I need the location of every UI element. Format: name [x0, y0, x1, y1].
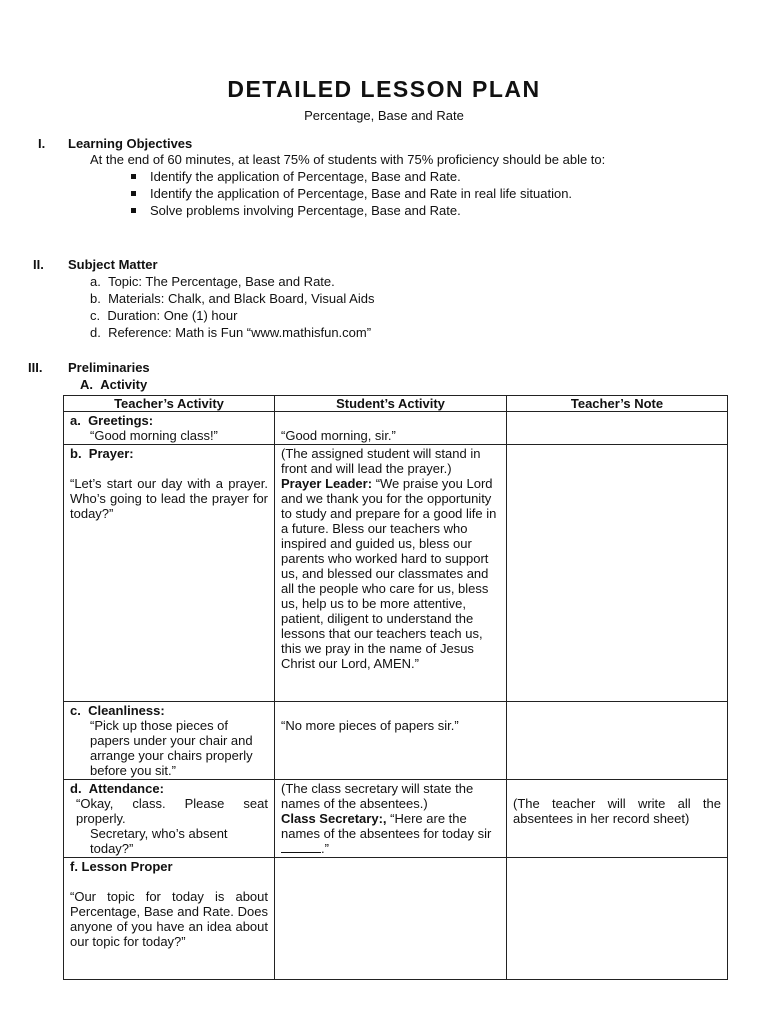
subject-item: d. Reference: Math is Fun “www.mathisfun.com”	[90, 325, 372, 340]
teacher-line: “Good morning class!”	[90, 428, 218, 443]
teacher-note: (The teacher will write all the absentees in her record sheet)	[513, 796, 721, 826]
section-title-learning-objectives: Learning Objectives	[68, 136, 193, 151]
header-teachers-activity: Teacher’s Activity	[64, 396, 275, 412]
role-label: Class Secretary:,	[281, 811, 387, 826]
bullet-square-icon	[131, 174, 136, 179]
document-title: DETAILED LESSON PLAN	[227, 76, 541, 102]
section-number-1: I.	[38, 136, 46, 151]
note-cell	[507, 702, 728, 780]
row-label: d. Attendance:	[70, 781, 164, 796]
table-row-attendance	[64, 780, 728, 858]
section-title-preliminaries: Preliminaries	[68, 360, 150, 375]
section-title-subject-matter: Subject Matter	[68, 257, 158, 272]
header-teachers-note: Teacher’s Note	[507, 396, 728, 412]
student-line: “No more pieces of papers sir.”	[281, 718, 459, 733]
table-row-prayer	[64, 445, 728, 702]
student-line: “We praise you Lord and we thank you for the opportunity to study and prepare for a good life in a future. Bless our teachers who inspired and guided us, bless our parents who worked hard to support us, and blessed our classmates and all the people who care for us, bless us, help us to be more attentive, patient, diligent to understand the lessons that our teachers teach us, this we pray in the name of Jesus Christ our Lord, AMEN.”	[281, 476, 497, 671]
activity-table	[63, 395, 728, 980]
table-row-cleanliness	[64, 702, 728, 780]
document-subtitle: Percentage, Base and Rate	[304, 108, 464, 123]
section-number-2: II.	[33, 257, 44, 272]
subject-item: b. Materials: Chalk, and Black Board, Visual Aids	[90, 291, 375, 306]
teacher-line: Secretary, who’s absent today?”	[90, 826, 228, 856]
note-cell	[507, 412, 728, 445]
student-cell	[275, 445, 507, 702]
student-direction: (The assigned student will stand in front and will lead the prayer.)	[281, 446, 481, 476]
student-line: “Here are the names of the absentees for today sir	[281, 811, 492, 841]
student-direction: (The class secretary will state the names of the absentees.)	[281, 781, 474, 811]
note-cell	[507, 858, 728, 980]
table-row-greetings	[64, 412, 728, 445]
header-students-activity: Student’s Activity	[275, 396, 507, 412]
teacher-cell	[64, 858, 275, 980]
teacher-line: “Our topic for today is about Percentage, Base and Rate. Does anyone of you have an idea about our topic for today?”	[70, 889, 268, 949]
row-label: c. Cleanliness:	[70, 703, 165, 718]
teacher-cell	[64, 412, 275, 445]
table-header-row	[64, 396, 728, 412]
bullet-square-icon	[131, 208, 136, 213]
bullet-square-icon	[131, 191, 136, 196]
note-cell	[507, 445, 728, 702]
teacher-line: “Pick up those pieces of papers under your chair and arrange your chairs properly before you sit.”	[90, 718, 253, 778]
teacher-cell	[64, 780, 275, 858]
subject-item: a. Topic: The Percentage, Base and Rate.	[90, 274, 335, 289]
teacher-cell	[64, 445, 275, 702]
section-number-3: III.	[28, 360, 43, 375]
teacher-line: “Let’s start our day with a prayer. Who’s going to lead the prayer for today?”	[70, 476, 268, 521]
student-cell	[275, 780, 507, 858]
objectives-intro: At the end of 60 minutes, at least 75% of students with 75% proficiency should be able to:	[90, 152, 606, 167]
student-line: “Good morning, sir.”	[281, 428, 396, 443]
student-response	[281, 811, 500, 856]
student-line-end: .”	[321, 841, 329, 856]
teacher-cell	[64, 702, 275, 780]
objective-item: Identify the application of Percentage, Base and Rate.	[131, 169, 461, 184]
subject-item: c. Duration: One (1) hour	[90, 308, 238, 323]
fill-in-blank	[281, 842, 321, 853]
table-row-lesson-proper	[64, 858, 728, 980]
student-response	[281, 476, 500, 671]
note-cell	[507, 780, 728, 858]
student-cell	[275, 412, 507, 445]
objective-item: Solve problems involving Percentage, Base and Rate.	[131, 203, 461, 218]
row-label: f. Lesson Proper	[70, 859, 173, 874]
row-label: a. Greetings:	[70, 413, 154, 428]
objective-item: Identify the application of Percentage, Base and Rate in real life situation.	[131, 186, 572, 201]
student-cell	[275, 702, 507, 780]
subsection-title-activity: A. Activity	[80, 377, 148, 392]
role-label: Prayer Leader:	[281, 476, 373, 491]
teacher-line: “Okay, class. Please seat properly.	[76, 796, 268, 826]
row-label: b. Prayer:	[70, 446, 134, 461]
student-cell	[275, 858, 507, 980]
